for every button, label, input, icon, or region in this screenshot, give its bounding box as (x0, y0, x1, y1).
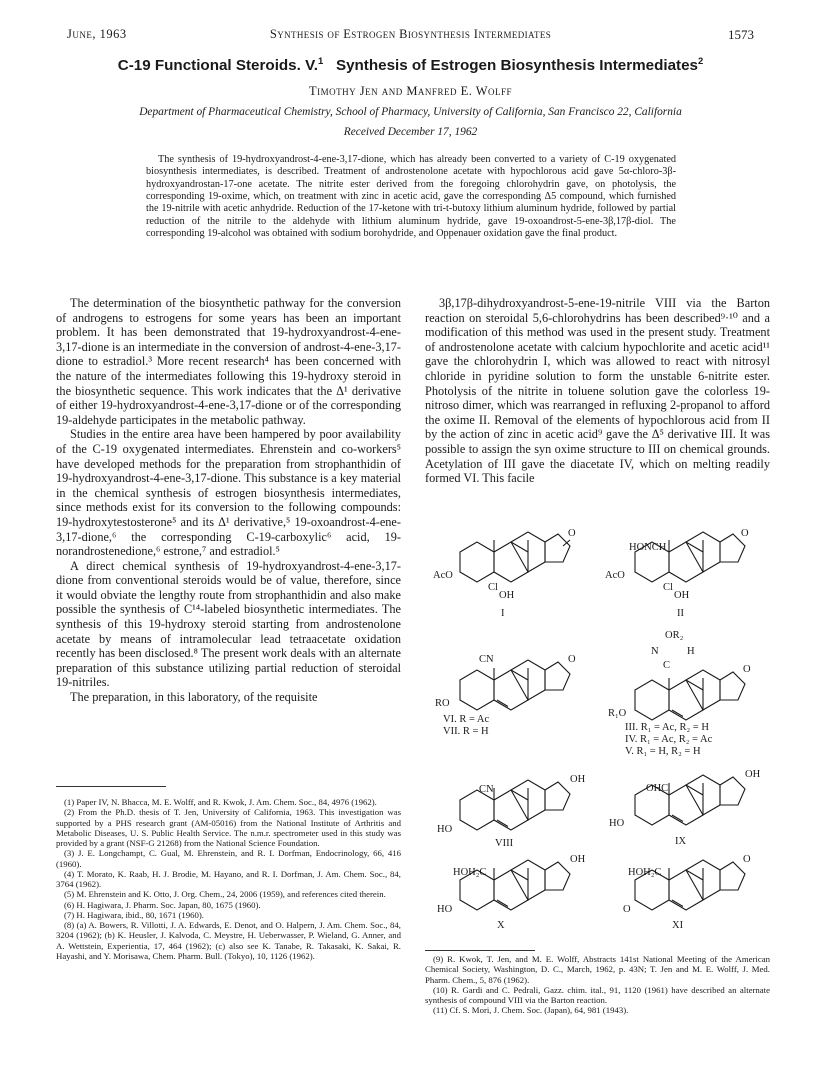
structure-I (433, 528, 576, 619)
structure-IX (609, 769, 761, 847)
footnote: (4) T. Morato, K. Raab, H. J. Brodie, M. Hayano, and R. I. Dorfman, J. Am. Chem. Soc., 84, 3764 (1962). (56, 868, 401, 889)
compound-numeral: X (497, 920, 505, 931)
paragraph: A direct chemical synthesis of 19-hydroxyandrost-4-ene-3,17-dione from conventional steroids would be of value, therefore, since it would obviate the lengthy route from strophanthidin and also make possible the synthesis of C¹⁴-labeled biosynthetic intermediates. The synthesis of this 19-hydroxy steroid starting from androstenolone acetate by means of intramolecular lead tetraacetate oxidation recently has been disclosed.⁸ The present work deals with an alternate preparation of this substance utilizing partial reduction of steroidal 19-nitriles. (56, 558, 401, 690)
footnote-rule (56, 786, 166, 787)
compound-numeral: XI (672, 920, 684, 931)
substituent-label: RO (435, 698, 450, 709)
body-column-right (425, 296, 770, 486)
substituent-label: AcO (433, 570, 453, 581)
substituent-label: HO (437, 824, 453, 835)
footnote: (9) R. Kwok, T. Jen, and M. E. Wolff, Abstracts 141st National Meeting of the American Chemical Society, Washington, D. C., March, 1962, p. 43N; T. Jen and M. E. Wolff, J. Med. Pharm. Chem., 5, 876 (1962). (425, 954, 770, 985)
substituent-label: HO (437, 904, 453, 915)
title-footnote-ref: 1 (318, 54, 324, 66)
structure-legend-line: VI. R = Ac (443, 714, 490, 725)
substituent-label: CN (479, 784, 494, 795)
structure-X (437, 854, 586, 931)
substituent-label: O (743, 854, 751, 865)
compound-numeral: IX (675, 836, 687, 847)
footnote: (7) H. Hagiwara, ibid., 80, 1671 (1960). (64, 909, 204, 920)
title-subtitle: Synthesis of Estrogen Biosynthesis Intermediates (335, 57, 699, 74)
footnote: (6) H. Hagiwara, J. Pharm. Soc. Japan, 80, 1675 (1960). (64, 899, 261, 910)
substituent-label: HO (609, 818, 625, 829)
running-head-title: Synthesis of Estrogen Biosynthesis Intermediates (269, 27, 552, 41)
structure-VI-VII (435, 654, 576, 737)
substituent-label: AcO (605, 570, 625, 581)
structure-legend-line: IV. R₁ = Ac, R₂ = Ac (625, 734, 713, 745)
compound-numeral: I (501, 608, 505, 619)
substituent-label: O (568, 654, 576, 665)
paragraph: The preparation, in this laboratory, of the requisite (70, 690, 318, 705)
compound-numeral: II (677, 608, 684, 619)
article-title (67, 54, 754, 74)
footnote: (10) R. Gardi and C. Pedrali, Gazz. chim. ital., 91, 1120 (1961) have described an alternate synthesis of compound VIII via the Barton reaction. (425, 984, 770, 1005)
structure-legend-line: VII. R = H (443, 726, 489, 737)
running-head-date: June, 1963 (67, 27, 127, 41)
substituent-label: Cl (663, 582, 673, 593)
footnote: (5) M. Ehrenstein and K. Otto, J. Org. Chem., 24, 2006 (1959), and references cited therein. (64, 889, 386, 900)
received-date: Received December 17, 1962 (343, 126, 478, 138)
substituent-label: O (743, 664, 751, 675)
substituent-label: HOH₂C (453, 867, 487, 878)
footnote: (3) J. E. Longchampt, C. Gual, M. Ehrenstein, and R. I. Dorfman, Endocrinology, 66, 416 (1960). (56, 848, 401, 869)
footnote: (2) From the Ph.D. thesis of T. Jen, University of California, 1963. This investigation was supported by a PHS research grant (AM-05016) from the National Institute of Arthritis and Metabolic Diseases, U. S. Public Health Service. The n.m.r. spectrometer used in this study was provided by a grant (NSF-G 21268) from the National Science Foundation. (56, 807, 401, 848)
body-column-left (56, 296, 401, 705)
substituent-label: Cl (488, 582, 498, 593)
footnote: (8) (a) A. Bowers, R. Villotti, J. A. Edwards, E. Denot, and O. Halpern, J. Am. Chem. Soc., 84, 3204 (1962); (b) K. Heusler, J. Kalvoda, C. Meystre, H. Ueberwasser, P. Wieland, G. Anner, and A. Wettstein, Experientia, 17, 464 (1962); (c) also see K. Tanabe, R. Takasaki, K. Sakai, R. Hayashi, and Y. Morisawa, Chem. Pharm. Bull. (Tokyo), 10, 1126 (1962). (56, 920, 401, 961)
substituent-label: OR₂ (665, 630, 684, 641)
abstract (146, 154, 676, 240)
substituent-label: OH (499, 590, 515, 601)
paragraph: The determination of the biosynthetic pathway for the conversion of androgens to estrogens for some years has been an important problem. It has been demonstrated that 19-hydroxyandrost-4-ene-3,17-dione is an intermediate in the conversion of androst-4-ene-3,17-dione to estradiol.³ More recent research⁴ has been concerned with the nature of the intermediates following this 19-hydroxy steroid in the biosynthetic sequence. This work indicates that the Δ¹ derivative of either 19-hydroxyandrost-4-ene-3,17-dione or of the corresponding 19-aldehyde participates in the metabolic pathway. (56, 296, 401, 427)
structure-II (605, 528, 749, 619)
running-head (67, 27, 754, 45)
affiliation: Department of Pharmaceutical Chemistry, School of Pharmacy, University of California, San Francisco 22, California (139, 106, 682, 118)
substituent-label: OH (745, 769, 761, 780)
footnotes-right (425, 954, 770, 1016)
page-number: 1573 (728, 27, 754, 42)
substituent-label: C (663, 660, 671, 671)
authors: Timothy Jen and Manfred E. Wolff (308, 84, 513, 98)
substituent-label: HONCH (629, 542, 667, 553)
substituent-label: OH (674, 590, 690, 601)
subtitle-footnote-ref: 2 (698, 54, 704, 66)
structure-III-IV-V (608, 630, 751, 757)
paragraph: Studies in the entire area have been hampered by poor availability of the C-19 oxygenated intermediates. Ehrenstein and co-workers⁵ have developed methods for the preparation from strophanthidin of 19-hydroxyandrost-4-ene-3,17-dione. This substance is a key material in the chemical synthesis of estrogen biosynthesis intermediates, since methods exist for its conversion to the following compounds: 19-hydroxytestosterone⁵ and its Δ¹ derivative,⁵ 19-oxoandrost-4-ene-3,17-dione,⁶ the corresponding C-19-carboxylic⁶ acid, 19-norandrostenedione,⁶ estrone,⁷ and estradiol.⁵ (56, 427, 401, 559)
abstract-text: The synthesis of 19-hydroxyandrost-4-ene-3,17-dione, which has already been converted to a variety of C-19 oxygenated biosynthesis intermediates, is described. Treatment of androstenolone acetate with hypochlorous acid gave 5α-chloro-3β-hydroxyandrostan-17-one acetate. The nitrite ester derived from the foregoing chlorohydrin gave, on photolysis, the corresponding 19-oxime, which, on treatment with zinc in acetic acid, gave the corresponding Δ5 compound, which furnished the 19-nitrile with acetic anhydride. Reduction of the 17-ketone with tri-t-butoxy lithium aluminum hydride, followed by partial reduction of the nitrile to the aldehyde with lithium aluminum hydride, gave 19-oxoandrost-5-ene-3β,17β-diol. The corresponding 19-alcohol was obtained with sodium borohydride, and Oppenauer oxidation gave the final product. (146, 154, 676, 240)
paragraph: 3β,17β-dihydroxyandrost-5-ene-19-nitrile VIII via the Barton reaction on steroidal 5,6-chlorohydrins has been described⁹·¹⁰ and a modification of this method was used in the present study. Treatment of androstenolone acetate with calcium hypochlorite and acetic acid¹¹ gave the chlorohydrin I, which was allowed to react with nitrosyl chloride in pyridine solution to form the unstable 6-nitrite ester. Photolysis of the nitrite in toluene solution gave the colorless 19-nitroso dimer, which was rearranged in refluxing 2-propanol to afford the oxime II. Removal of the elements of hypochlorous acid from II by the action of zinc in acetic acid⁹ gave the Δ⁵ derivative III. It was possible to assign the syn oxime structure to III on chemical grounds. Acetylation of III gave the diacetate IV, which on melting readily formed VI. This facile (425, 296, 770, 486)
structure-XI (623, 854, 751, 931)
structure-figures (425, 520, 770, 935)
substituent-label: H (687, 646, 695, 657)
substituent-label: CN (479, 654, 494, 665)
substituent-label: N (651, 646, 659, 657)
footnote-rule (425, 950, 535, 951)
substituent-label: OHC (646, 783, 669, 794)
footnote: (11) Cf. S. Mori, J. Chem. Soc. (Japan), 64, 981 (1943). (433, 1005, 629, 1016)
steroid-structures-figure (425, 520, 770, 935)
structure-legend-line: V. R₁ = H, R₂ = H (625, 746, 701, 757)
substituent-label: HOH₂C (628, 867, 662, 878)
title-main: C-19 Functional Steroids. V. (117, 57, 319, 74)
substituent-label: O (623, 904, 631, 915)
substituent-label: O (568, 528, 576, 539)
structure-legend-line: III. R₁ = Ac, R₂ = H (625, 722, 709, 733)
footnotes-left (56, 797, 401, 961)
structure-VIII (437, 774, 586, 849)
compound-numeral: VIII (495, 838, 514, 849)
footnote: (1) Paper IV, N. Bhacca, M. E. Wolff, and R. Kwok, J. Am. Chem. Soc., 84, 4976 (1962). (64, 797, 377, 807)
substituent-label: O (741, 528, 749, 539)
substituent-label: OH (570, 854, 586, 865)
substituent-label: OH (570, 774, 586, 785)
substituent-label: R₁O (608, 708, 627, 719)
